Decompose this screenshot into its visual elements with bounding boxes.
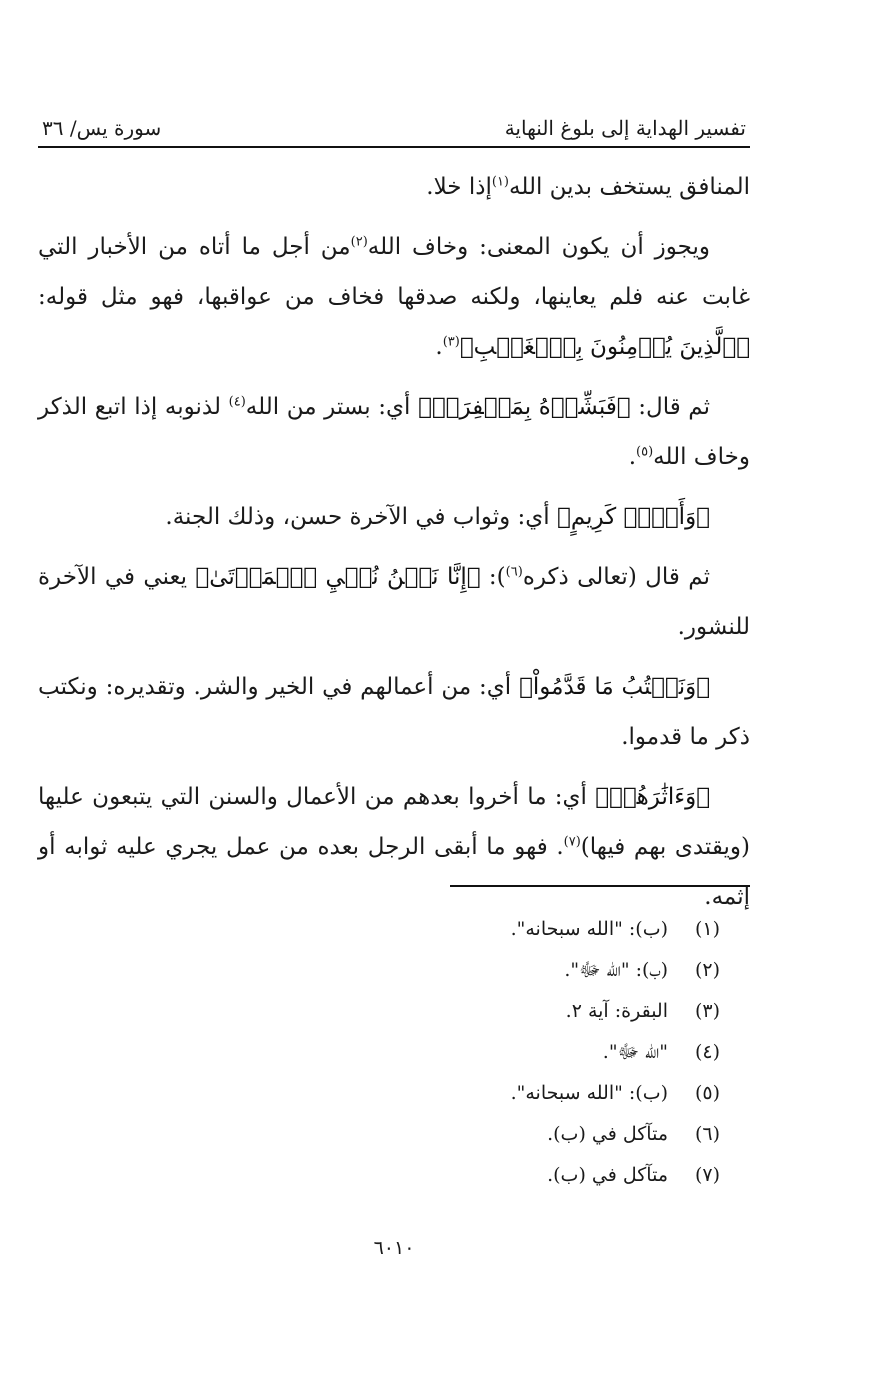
- quran-verse: ﴿وَءَاثَٰرَهُمۡ﴾: [595, 784, 710, 810]
- footnote-text: متآكل في (ب).: [547, 1123, 668, 1145]
- footnote-ref-3[interactable]: (٣): [442, 334, 460, 350]
- footnote-text: (ب): "الله سبحانه".: [510, 1082, 668, 1104]
- text-run: لذنوبه إذا اتبع الذكر وخاف الله: [38, 394, 750, 470]
- text-run: يعني في الآخرة للنشور.: [38, 564, 750, 640]
- text-run: .: [628, 444, 637, 470]
- footnote-ref-2[interactable]: (٢): [350, 234, 368, 250]
- footnote-number: (٣): [694, 1000, 720, 1022]
- paragraph-5: [38, 552, 750, 652]
- text-run: أي: من أعمالهم في الخير والشر. وتقديره: ونكتب ذكر ما قدموا.: [38, 674, 750, 750]
- running-header: [38, 100, 750, 148]
- footnote-number: (٢): [694, 959, 720, 981]
- footnote-item: [38, 991, 720, 1032]
- footnote-item: [38, 1155, 720, 1196]
- quran-verse: ﴿فَبَشِّرۡهُ بِمَغۡفِرَةٖ﴾: [418, 394, 631, 420]
- footnote-text: البقرة: آية ٢.: [565, 1000, 668, 1022]
- footnote-number: (١): [694, 918, 720, 940]
- footnote-text: متآكل في (ب).: [547, 1164, 668, 1186]
- footnote-text: "الله ﷻ".: [602, 1041, 668, 1063]
- text-run: . فهو ما أبقى الرجل بعده من عمل يجري عليه ثوابه أو إثمه.: [38, 834, 750, 910]
- footnote-ref-6[interactable]: (٦): [505, 564, 523, 580]
- paragraph-3: [38, 382, 750, 482]
- footnote-ref-1[interactable]: (١): [491, 174, 509, 190]
- quran-verse: ﴿إِنَّا نَحۡنُ نُحۡيِ ٱلۡمَوۡتَىٰ﴾: [195, 564, 481, 590]
- footnote-text: (ب): "الله سبحانه".: [510, 918, 668, 940]
- quran-verse: ﴿وَنَكۡتُبُ مَا قَدَّمُواْ﴾: [519, 674, 711, 700]
- text-run: من أجل ما أتاه من الأخبار التي غابت عنه فلم يعاينها، ولكنه صدقها فخاف من عواقبها، فهو مثل قوله:: [38, 234, 750, 310]
- text-run: أي: ما أخروا بعدهم من الأعمال والسنن التي يتبعون عليها (ويقتدى بهم فيها): [38, 784, 750, 860]
- paragraph-1: [38, 162, 750, 212]
- book-title: تفسير الهداية إلى بلوغ النهاية: [504, 116, 746, 140]
- surah-reference: سورة يس/ ٣٦: [42, 116, 162, 140]
- footnote-item: [38, 1114, 720, 1155]
- footnote-number: (٦): [694, 1123, 720, 1145]
- footnote-item: [38, 1032, 720, 1073]
- footnote-number: (٥): [694, 1082, 720, 1104]
- footnote-item: [38, 909, 720, 950]
- paragraph-4: [38, 492, 750, 542]
- footnote-ref-7[interactable]: (٧): [563, 834, 581, 850]
- text-run: المنافق يستخف بدين الله: [509, 174, 750, 200]
- paragraph-6: [38, 662, 750, 762]
- quran-verse: ﴿وَأَجۡرٖ كَرِيمٍ﴾: [557, 504, 710, 530]
- text-run: ثم قال:: [630, 394, 711, 420]
- book-page: [38, 100, 750, 1259]
- footnotes-section: [38, 885, 750, 1196]
- footnote-text: (ب): "الله ﷻ".: [564, 959, 668, 981]
- footnote-number: (٤): [694, 1041, 720, 1063]
- footnote-list: [38, 909, 750, 1196]
- main-text: [38, 162, 750, 922]
- footnote-number: (٧): [694, 1164, 720, 1186]
- text-run: ):: [480, 564, 506, 590]
- text-run: ثم قال (تعالى ذكره: [522, 564, 710, 590]
- text-run: ويجوز أن يكون المعنى: وخاف الله: [367, 234, 710, 260]
- footnote-item: [38, 950, 720, 991]
- paragraph-2: [38, 222, 750, 372]
- footnote-ref-4[interactable]: (٤): [228, 394, 246, 410]
- footnote-ref-5[interactable]: (٥): [636, 444, 654, 460]
- footnote-item: [38, 1073, 720, 1114]
- text-run: .: [435, 334, 443, 360]
- text-run: أي: وثواب في الآخرة حسن، وذلك الجنة.: [165, 504, 558, 530]
- quran-verse: ﴿ٱلَّذِينَ يُؤۡمِنُونَ بِٱلۡغَيۡبِ﴾: [459, 334, 750, 360]
- text-run: إذا خلا.: [426, 174, 492, 200]
- page-number: ٦٠١٠: [373, 1237, 415, 1259]
- footnote-divider: [450, 885, 750, 887]
- text-run: أي: بستر من الله: [245, 394, 419, 420]
